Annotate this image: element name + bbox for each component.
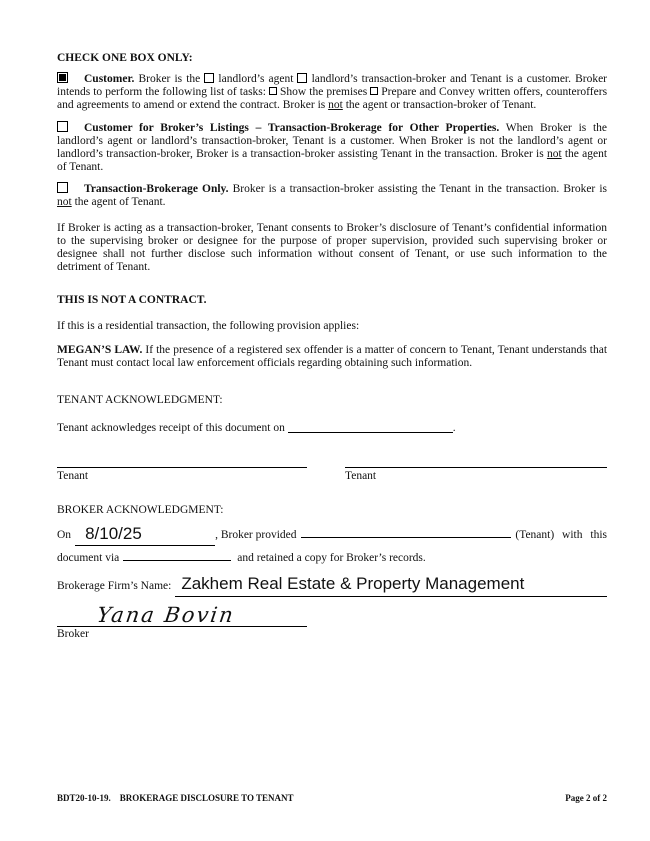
tenant-name-field[interactable] — [301, 525, 512, 538]
brokerage-firm-line — [57, 574, 607, 597]
option-customer — [57, 72, 607, 112]
option-customer-title: Customer. — [84, 73, 135, 85]
check-one-box-heading: CHECK ONE BOX ONLY: — [57, 52, 193, 64]
footer-form-name: BROKERAGE DISCLOSURE TO TENANT — [119, 793, 294, 803]
megans-law-title: MEGAN’S LAW. — [57, 344, 143, 356]
document-via-line — [57, 548, 607, 565]
not-underlined: not — [328, 99, 343, 111]
option-customer-text-6: the agent or transaction-broker of Tenant. — [345, 99, 537, 111]
tenant-acknowledgment-heading: TENANT ACKNOWLEDGMENT: — [57, 394, 223, 406]
brokerage-firm-field[interactable] — [175, 574, 607, 597]
option-customer-text-1: Broker is the — [138, 73, 201, 85]
tenant-signature-line-1[interactable] — [57, 467, 307, 483]
broker-signature-label: Broker — [57, 628, 89, 640]
option-customer-text-5: Prepare and Convey written offers, counteroffers and agreements to amend or extend the contract. Broker is — [57, 86, 608, 111]
document-via-text: document via — [57, 552, 120, 564]
residential-provision-intro: If this is a residential transaction, the following provision applies: — [57, 320, 360, 332]
transaction-broker-consent-paragraph: If Broker is acting as a transaction-broker, Tenant consents to Broker’s disclosure of Tenant’s confidential information to the supervising broker or designee for the purpose of proper supervision, provided such supervising broker or designee shall not further disclose such information without consent of Tenant, or use such information to the detriment of Tenant. — [57, 222, 607, 273]
not-underlined: not — [546, 148, 562, 160]
customer-brokers-listings-checkbox[interactable] — [57, 121, 68, 132]
tenant-signature-row — [57, 467, 607, 483]
provided-date-value: 8/10/25 — [85, 524, 142, 543]
on-label: On — [57, 529, 72, 541]
receipt-date-line — [57, 421, 607, 435]
option-customer-text-3: landlord’s transaction-broker and Tenant is a customer. Broker intends to perform the following list of tasks: — [57, 73, 608, 98]
show-premises-checkbox[interactable] — [269, 87, 277, 95]
option-transaction-brokerage-text: Broker is a transaction-broker assisting the Tenant in the transaction. Broker is — [232, 183, 608, 195]
provided-date-field[interactable] — [75, 525, 215, 546]
option-transaction-brokerage-tail: the agent of Tenant. — [74, 196, 166, 208]
customer-checkbox[interactable] — [57, 72, 68, 83]
option-brokers-listings-text: When Broker is the landlord’s agent or landlord’s transaction-broker, Tenant is a customer. When Broker is not the landlord’s agent or landlord’s transaction-broker, Broker is a transaction-broker assisting Tenant in the transaction. Broker is — [57, 122, 607, 160]
receipt-period: . — [452, 422, 456, 434]
brokerage-firm-value: Zakhem Real Estate & Property Management — [181, 574, 525, 593]
receipt-date-field[interactable] — [288, 421, 453, 433]
option-brokers-listings-title: Customer for Broker’s Listings – Transaction-Brokerage for Other Properties. — [84, 122, 500, 134]
tenant-signature-line-2[interactable] — [345, 467, 607, 483]
option-customer-text-4: Show the premises — [280, 86, 368, 98]
not-underlined: not — [57, 196, 72, 208]
brokerage-firm-label: Brokerage Firm’s Name: — [57, 580, 172, 592]
tenant-with-this-text: (Tenant) with this — [515, 529, 607, 541]
broker-provided-text: , Broker provided — [215, 529, 297, 541]
footer-page-number: Page 2 of 2 — [565, 793, 607, 803]
broker-signature-line[interactable] — [57, 603, 307, 627]
option-brokers-listings-tail: the agent of Tenant. — [57, 148, 608, 173]
option-customer-text-2: landlord’s agent — [218, 73, 294, 85]
megans-law-paragraph — [57, 344, 607, 370]
not-a-contract-heading: THIS IS NOT A CONTRACT. — [57, 294, 207, 306]
page-footer — [57, 792, 607, 805]
delivery-method-field[interactable] — [123, 548, 231, 561]
footer-form-code: BDT20-10-19. — [57, 793, 111, 803]
broker-signature-block — [57, 603, 307, 641]
option-customer-brokers-listings — [57, 121, 607, 174]
receipt-text: Tenant acknowledges receipt of this document on — [57, 422, 285, 434]
prepare-convey-checkbox[interactable] — [370, 87, 378, 95]
footer-form-title — [57, 792, 294, 805]
broker-acknowledgment-heading: BROKER ACKNOWLEDGMENT: — [57, 504, 224, 516]
broker-signature-value: Yana Bovin — [95, 603, 237, 627]
tenant-signature-label-1: Tenant — [57, 470, 89, 482]
retained-copy-text: and retained a copy for Broker’s records. — [237, 552, 426, 564]
landlords-agent-checkbox[interactable] — [204, 73, 214, 83]
transaction-brokerage-only-checkbox[interactable] — [57, 182, 68, 193]
tenant-signature-label-2: Tenant — [345, 470, 377, 482]
option-transaction-brokerage-only — [57, 182, 607, 209]
option-transaction-brokerage-title: Transaction-Brokerage Only. — [84, 183, 229, 195]
megans-law-text: If the presence of a registered sex offender is a matter of concern to Tenant, Tenant understands that Tenant must contact local law enforcement officials regarding obtaining such information. — [57, 344, 608, 369]
landlords-transaction-broker-checkbox[interactable] — [297, 73, 307, 83]
broker-provided-line — [57, 525, 607, 546]
